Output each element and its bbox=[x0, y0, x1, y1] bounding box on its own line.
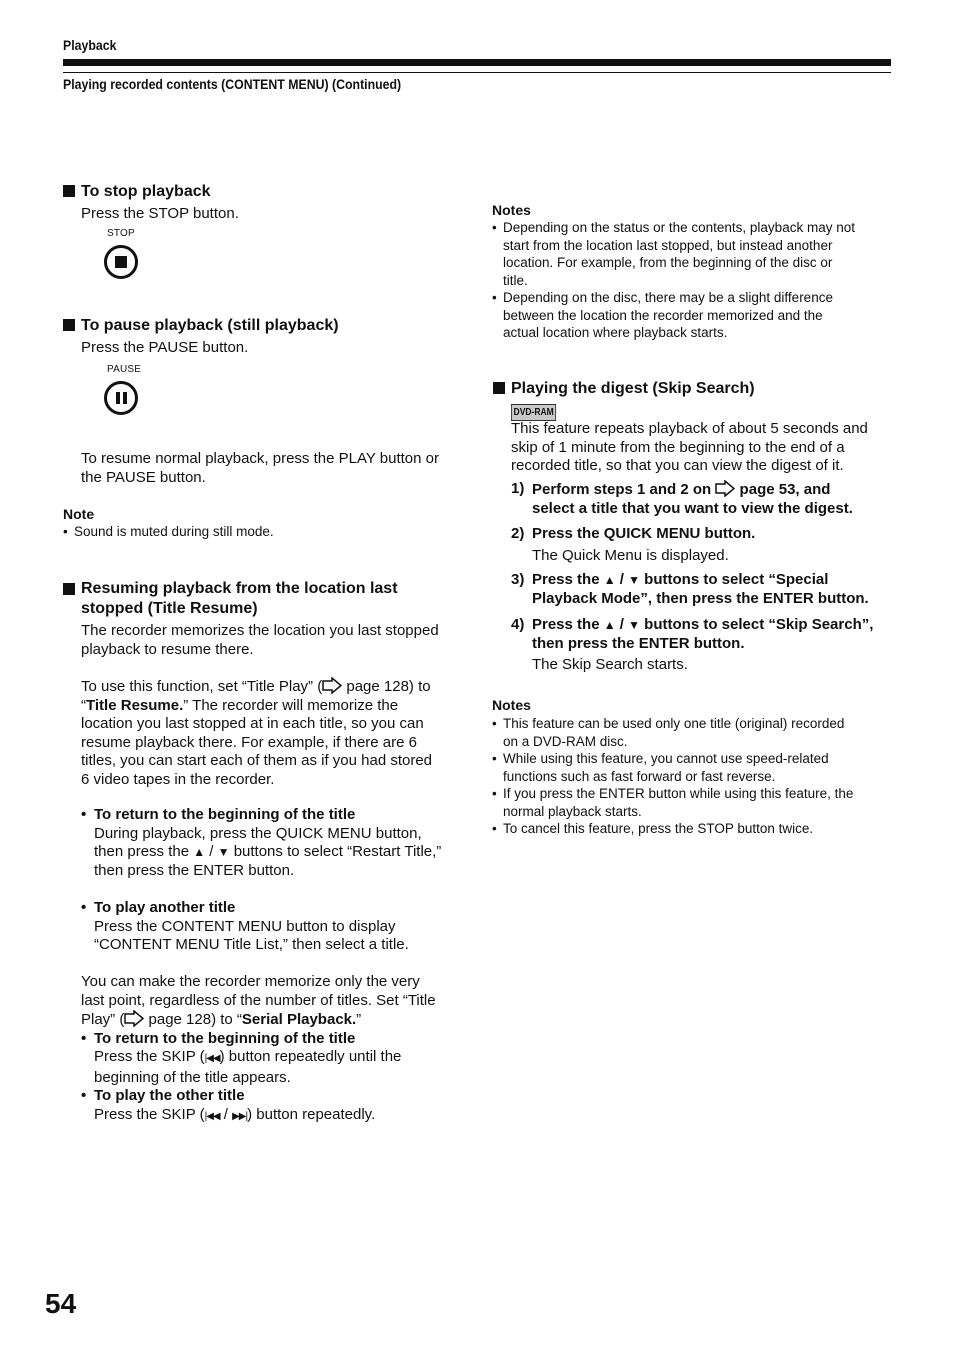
heading-line: Resuming playback from the location last bbox=[81, 580, 398, 597]
dvd-ram-badge: DVD-RAM bbox=[511, 404, 556, 421]
step-4: 4) Press the ▲ / ▼ buttons to select “Skip Search”, then press the ENTER button. The Skip Search starts. bbox=[511, 616, 874, 673]
note-text: • Sound is muted during still mode. bbox=[63, 523, 274, 541]
bullet-title: To return to the beginning of the title bbox=[94, 806, 356, 823]
square-bullet-icon bbox=[493, 382, 505, 394]
notes-title-2: Notes bbox=[492, 697, 531, 713]
page-ref-arrow-icon bbox=[322, 677, 342, 694]
header-rule-thin bbox=[63, 72, 891, 73]
heading-line: stopped (Title Resume) bbox=[81, 600, 258, 617]
up-arrow-icon: ▲ bbox=[603, 618, 616, 632]
step-3: 3) Press the ▲ / ▼ buttons to select “Special Playback Mode”, then press the ENTER button. bbox=[511, 571, 869, 607]
square-bullet-icon bbox=[63, 319, 75, 331]
stop-heading-text: To stop playback bbox=[81, 183, 211, 200]
text-line: playback to resume there. bbox=[81, 640, 254, 658]
notes-list-2 bbox=[492, 715, 892, 838]
up-arrow-icon: ▲ bbox=[603, 573, 616, 587]
page-subtitle: Playing recorded contents (CONTENT MENU) (Continued) bbox=[63, 76, 402, 92]
step-1: 1) Perform steps 1 and 2 on page 53, and select a title that you want to view the digest. bbox=[511, 480, 853, 517]
note-title: Note bbox=[63, 506, 95, 522]
stop-heading bbox=[63, 182, 211, 202]
text-line: then press the ▲ / ▼ buttons to select “Restart Title,” bbox=[94, 843, 442, 860]
pause-caption: PAUSE bbox=[107, 364, 142, 375]
notes-title: Notes bbox=[492, 202, 531, 218]
resume-paragraph-2 bbox=[81, 677, 461, 789]
resume-paragraph-3 bbox=[81, 973, 461, 1126]
header-rule-thick bbox=[63, 59, 891, 66]
text-line: then press the ENTER button. bbox=[94, 861, 295, 879]
resume-bullet-2: • To play another title Press the CONTENT MENU button to display “CONTENT MENU Title List,” then select a title. bbox=[81, 899, 461, 955]
text-line: “Title Resume.” The recorder will memorize the bbox=[81, 696, 399, 714]
skip-next-icon: ▶▶| bbox=[232, 1110, 248, 1122]
list-item: • Depending on the status or the contents, playback may not start from the location last stopped, but instead another location. For example, from the beginning of the disc or title. bbox=[492, 219, 892, 289]
text-line: Press the CONTENT MENU button to display bbox=[94, 917, 396, 935]
digest-heading bbox=[493, 379, 755, 399]
pause-heading bbox=[63, 316, 339, 336]
text-line: last point, regardless of the number of titles. Set “Title bbox=[81, 991, 436, 1009]
down-arrow-icon: ▼ bbox=[628, 573, 641, 587]
digest-steps bbox=[511, 480, 901, 675]
notes-list bbox=[492, 219, 892, 342]
list-item: • Depending on the disc, there may be a slight difference between the location the recorder memorized and the actual location where playback starts. bbox=[492, 289, 892, 342]
skip-previous-icon: |◀◀ bbox=[204, 1053, 220, 1064]
list-item: • To cancel this feature, press the STOP button twice. bbox=[492, 820, 892, 838]
note-item bbox=[63, 523, 274, 541]
text-line: resume playback there. For example, if there are 6 bbox=[81, 733, 417, 751]
list-item: • While using this feature, you cannot use speed-related functions such as fast forward or fast reverse. bbox=[492, 750, 892, 785]
text-line: You can make the recorder memorize only the very bbox=[81, 973, 420, 990]
resume-bullet-3: • To return to the beginning of the title Press the SKIP (|◀◀) button repeatedly until the beginning of the title appears. bbox=[81, 1030, 461, 1088]
text-line: location you last stopped at in each title, so you can bbox=[81, 715, 424, 732]
resume-heading bbox=[63, 579, 463, 619]
text-line: “CONTENT MENU Title List,” then select a title. bbox=[94, 936, 409, 953]
up-arrow-icon: ▲ bbox=[193, 845, 206, 859]
section-title: Playback bbox=[63, 37, 117, 53]
text-line: titles, you can start each of them as if you had stored bbox=[81, 752, 433, 769]
pause-heading-text: To pause playback (still playback) bbox=[81, 317, 339, 334]
bullet-title: To play another title bbox=[94, 899, 236, 916]
down-arrow-icon: ▼ bbox=[628, 618, 641, 632]
list-item: • If you press the ENTER button while using this feature, the normal playback starts. bbox=[492, 785, 892, 820]
page-ref-arrow-icon bbox=[715, 480, 735, 497]
text-line: The recorder memorizes the location you last stopped bbox=[81, 622, 439, 639]
pause-button-icon bbox=[104, 381, 138, 415]
text-line: During playback, press the QUICK MENU button, bbox=[94, 824, 422, 842]
down-arrow-icon: ▼ bbox=[217, 845, 230, 859]
digest-heading-text: Playing the digest (Skip Search) bbox=[511, 380, 755, 397]
text-line: To use this function, set “Title Play” ( page 128) to bbox=[81, 678, 431, 695]
text-line: beginning of the title appears. bbox=[94, 1068, 291, 1086]
resume-instruction bbox=[81, 450, 439, 487]
text-line: Press the SKIP (|◀◀ / ▶▶|) button repeatedly. bbox=[94, 1105, 376, 1123]
bullet-title: To return to the beginning of the title bbox=[94, 1029, 356, 1047]
stop-caption: STOP bbox=[107, 228, 135, 239]
text-line: the PAUSE button. bbox=[81, 468, 206, 486]
page-number: 54 bbox=[45, 1288, 77, 1319]
list-item: • This feature can be used only one title (original) recorded on a DVD-RAM disc. bbox=[492, 715, 892, 750]
skip-previous-icon: |◀◀ bbox=[204, 1110, 220, 1122]
text-line: Press the SKIP (|◀◀) button repeatedly until the bbox=[94, 1048, 402, 1065]
square-bullet-icon bbox=[63, 583, 75, 595]
square-bullet-icon bbox=[63, 185, 75, 197]
step-2: 2) Press the QUICK MENU button. The Quick Menu is displayed. bbox=[511, 525, 756, 564]
pause-text: Press the PAUSE button. bbox=[81, 339, 249, 356]
text-line: Play” ( page 128) to “Serial Playback.” bbox=[81, 1011, 362, 1028]
text-line: 6 video tapes in the recorder. bbox=[81, 770, 275, 788]
digest-paragraph: This feature repeats playback of about 5 seconds and skip of 1 minute from the beginning to the end of a recorded title, so that you can view the digest of it. bbox=[511, 420, 868, 474]
resume-bullet-4: • To play the other title Press the SKIP (|◀◀ / ▶▶|) button repeatedly. bbox=[81, 1087, 461, 1126]
stop-text: Press the STOP button. bbox=[81, 205, 239, 222]
page-ref-arrow-icon bbox=[124, 1010, 144, 1027]
resume-paragraph-1 bbox=[81, 622, 439, 659]
bullet-title: To play the other title bbox=[94, 1087, 245, 1104]
text-line: To resume normal playback, press the PLAY button or bbox=[81, 450, 439, 467]
resume-bullet-1: • To return to the beginning of the title During playback, press the QUICK MENU button, then press the ▲ / ▼ buttons to select “Restart Title,” then press the ENTER button. bbox=[81, 806, 461, 880]
stop-button-icon bbox=[104, 245, 138, 279]
